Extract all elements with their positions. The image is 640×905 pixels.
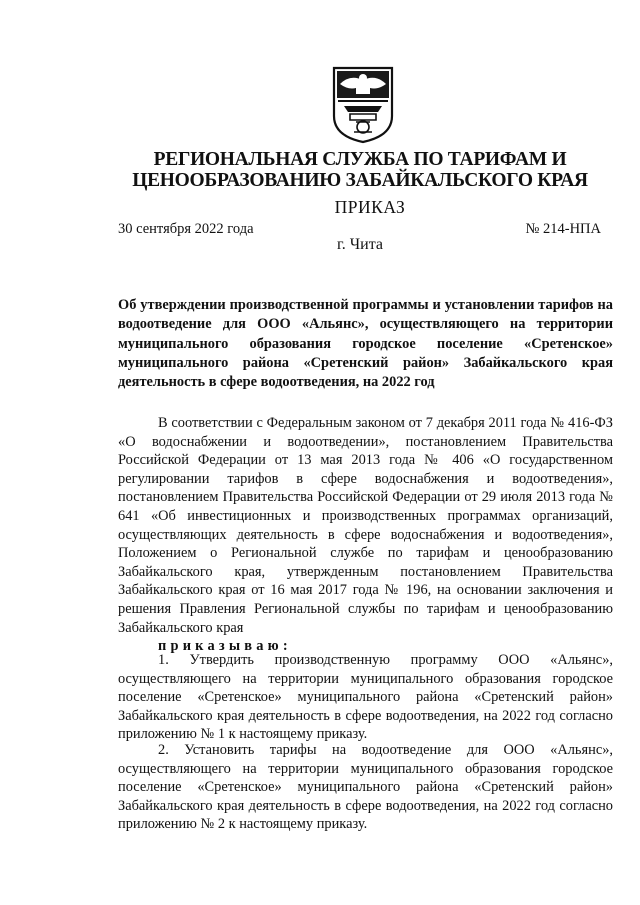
orders-keyword: приказываю: [158, 638, 292, 655]
order-item-1: 1. Утвердить производственную программу ООО «Альянс», осуществляющего на территории муниципального образования городское поселение «Сретенское» муниципального района «Сретенский район» Забайкальского края деятельность в сфере водоотведения, на 2022 год согласно приложению № 1 к настоящему приказу. [118, 652, 613, 743]
document-number: № 214-НПА [525, 221, 601, 237]
document-title: Об утверждении производственной программы и установлении тарифов на водоотведение для ООО «Альянс», осуществляющего на территории муниципального образования городское поселение «Сретенское» муниципального района «Сретенский район» Забайкальского края деятельность в сфере водоотведения, на 2022 год [118, 297, 613, 391]
order-item-2: 2. Установить тарифы на водоотведение для ООО «Альянс», осуществляющего на территории муниципального образования городское поселение «Сретенское» муниципального района «Сретенский район» Забайкальского края деятельность в сфере водоотведения, на 2022 год согласно приложению № 2 к настоящему приказу. [118, 742, 613, 833]
document-type: ПРИКАЗ [334, 197, 406, 217]
document-date: 30 сентября 2022 года [118, 221, 254, 237]
coat-of-arms-icon [330, 64, 396, 144]
document-city: г. Чита [336, 236, 383, 253]
intro-paragraph [118, 414, 613, 656]
intro-text: В соответствии с Федеральным законом от 7 декабря 2011 года № 416-ФЗ «О водоснабжении и водоотведении», постановлением Правительства Российской Федерации от 13 мая 2013 года № 406 «О государственном регулировании тарифов в сфере водоснабжения и водоотведения», постановлением Правительства Российской Федерации от 29 июля 2013 года № 641 «Об инвестиционных и производственных программах организаций, осуществляющих деятельность в сфере водоснабжения и водоотведения», Положением о Региональной службе по тарифам и ценообразованию Забайкальского края, утвержденным постановлением Правительства Забайкальского края от 16 мая 2017 года № 196, на основании заключения и решения Правления Региональной службы по тарифам и ценообразованию Забайкальского края [118, 415, 613, 636]
organization-name-line1: РЕГИОНАЛЬНАЯ СЛУЖБА ПО ТАРИФАМ И [153, 149, 567, 170]
organization-name-line2: ЦЕНООБРАЗОВАНИЮ ЗАБАЙКАЛЬСКОГО КРАЯ [132, 170, 588, 191]
